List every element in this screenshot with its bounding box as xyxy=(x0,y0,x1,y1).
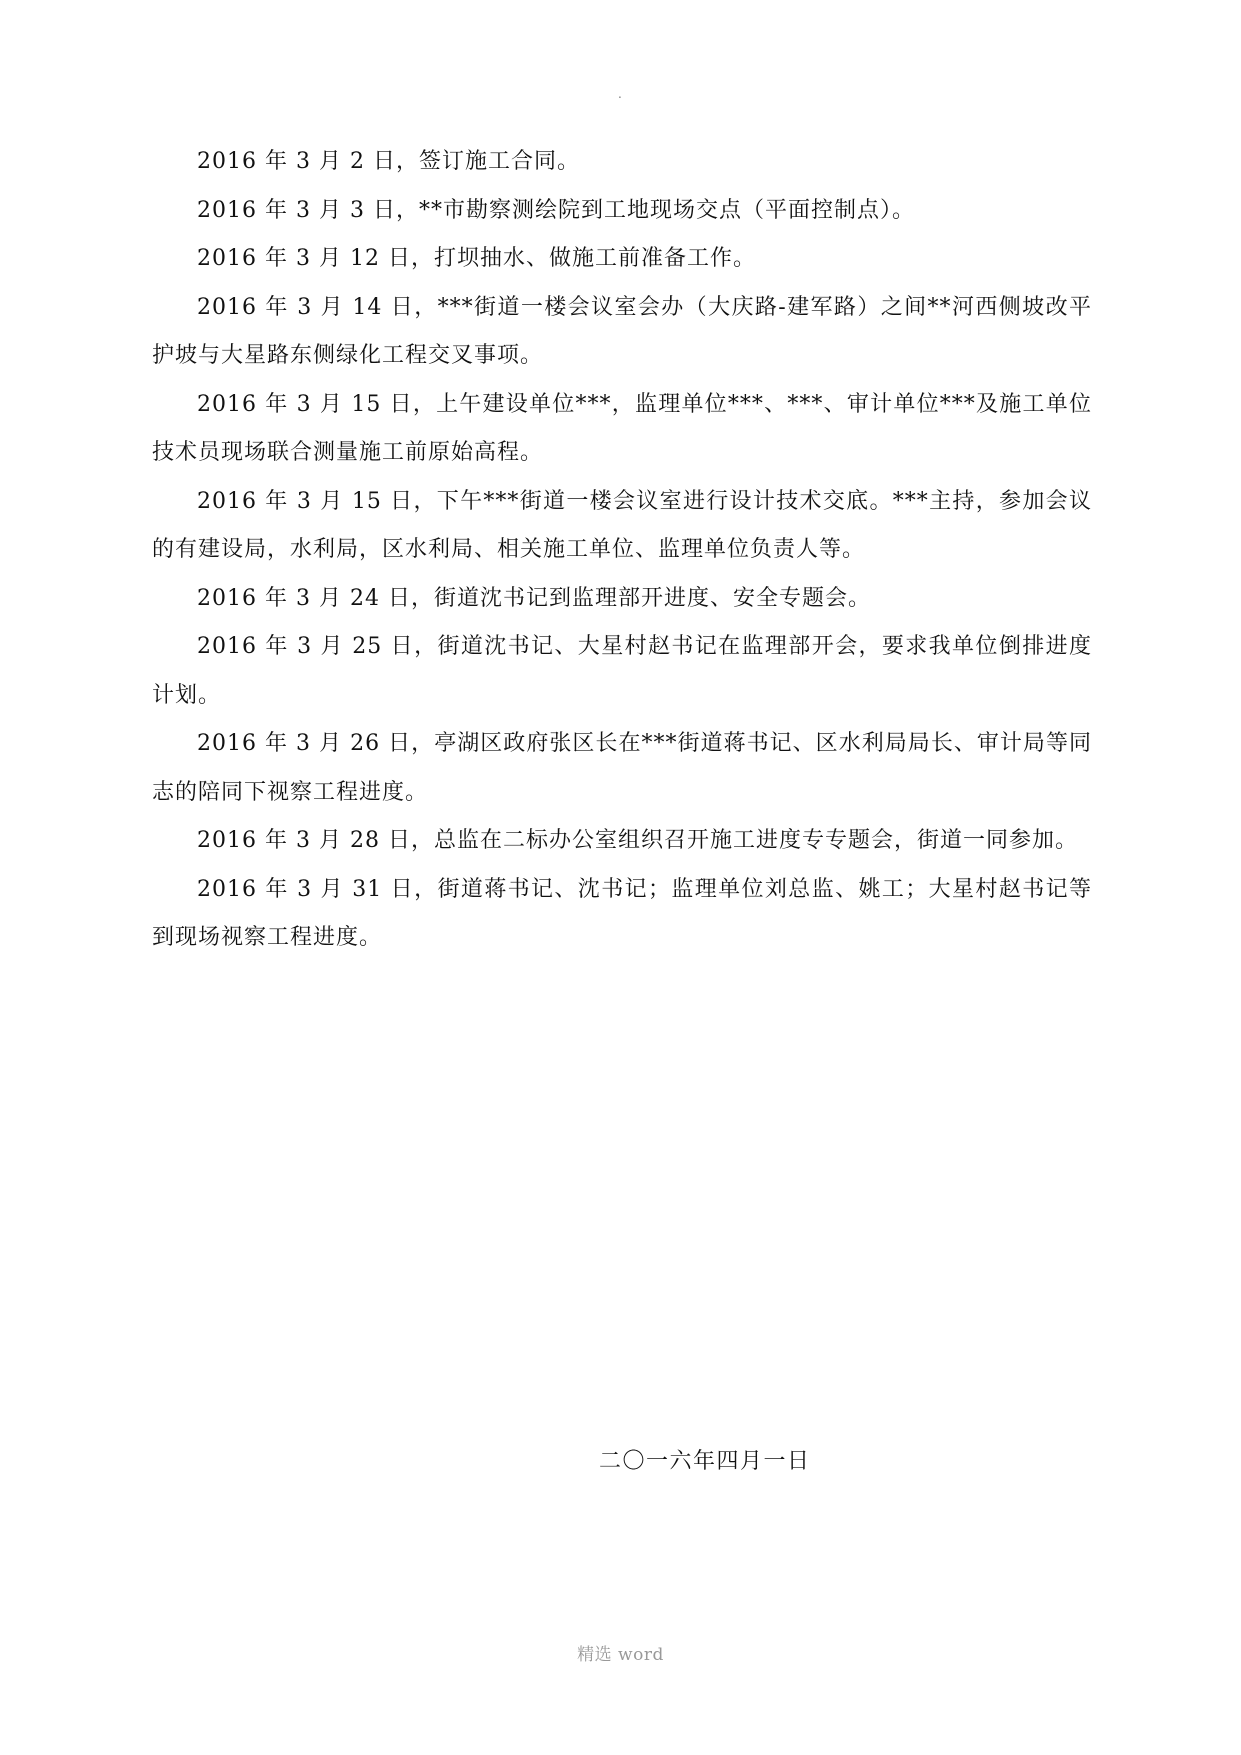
header-mark: . xyxy=(618,87,622,101)
log-entry-9: 2016 年 3 月 26 日，亭湖区政府张区长在***街道蒋书记、区水利局局长、审计局等同志的陪同下视察工程进度。 xyxy=(152,731,1092,805)
page-footer: 精选 word xyxy=(577,1645,664,1665)
signature-date: 二〇一六年四月一日 xyxy=(599,1449,811,1474)
document-body xyxy=(152,138,1092,963)
log-entry-2: 2016 年 3 月 3 日，**市勘察测绘院到工地现场交点（平面控制点）。 xyxy=(197,197,915,223)
log-entry-10: 2016 年 3 月 28 日，总监在二标办公室组织召开施工进度专专题会，街道一同参加。 xyxy=(197,828,1078,853)
log-entry-4: 2016 年 3 月 14 日，***街道一楼会议室会办（大庆路-建军路）之间**河西侧坡改平护坡与大星路东侧绿化工程交叉事项。 xyxy=(152,294,1092,368)
log-entry-7: 2016 年 3 月 24 日，街道沈书记到监理部开进度、安全专题会。 xyxy=(197,585,871,611)
log-entry-8: 2016 年 3 月 25 日，街道沈书记、大星村赵书记在监理部开会，要求我单位倒排进度计划。 xyxy=(152,634,1092,708)
log-entry-6: 2016 年 3 月 15 日，下午***街道一楼会议室进行设计技术交底。***主持，参加会议的有建设局，水利局，区水利局、相关施工单位、监理单位负责人等。 xyxy=(152,488,1092,562)
log-entry-11: 2016 年 3 月 31 日，街道蒋书记、沈书记；监理单位刘总监、姚工；大星村赵书记等到现场视察工程进度。 xyxy=(152,876,1092,950)
log-entry-3: 2016 年 3 月 12 日，打坝抽水、做施工前准备工作。 xyxy=(197,246,756,271)
log-entry-5: 2016 年 3 月 15 日，上午建设单位***，监理单位***、***、审计单位***及施工单位技术员现场联合测量施工前原始高程。 xyxy=(152,391,1092,465)
log-entry-1: 2016 年 3 月 2 日，签订施工合同。 xyxy=(197,149,580,174)
